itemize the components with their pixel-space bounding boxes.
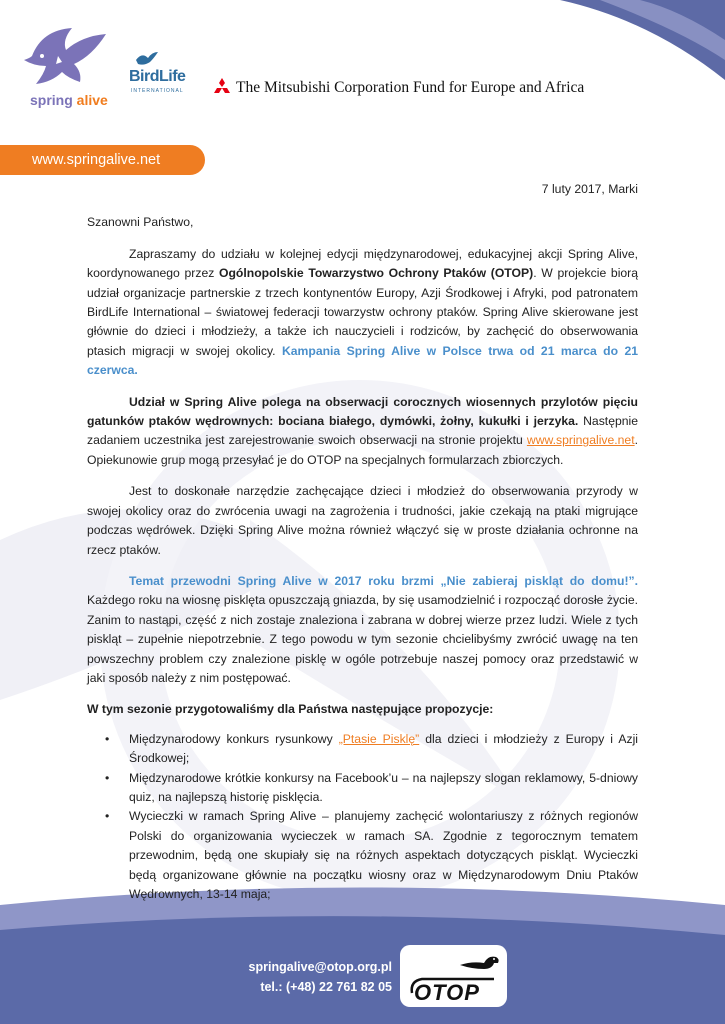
ptasie-piskle-link[interactable]: „Ptasie Pisklę”	[338, 731, 420, 746]
list-item: • Wycieczki w ramach Spring Alive – planujemy zachęcić wolontariuszy z różnych regionów Polski do organizowania wycieczek w ramach SA. Zgodnie z tegorocznym tematem przewodnim, będą one skupiały się na różnych aspektach dotyczących piskląt. Wycieczki będą organizowane głównie na początku wiosny oraz w Międzynarodowym Dniu Ptaków Wędrownych, 13-14 maja;	[105, 809, 638, 901]
otop-logo-text: OTOP	[414, 980, 480, 1005]
header-logos	[0, 0, 725, 140]
bullet-icon: •	[105, 731, 110, 746]
footer-email[interactable]: springalive@otop.org.pl	[248, 960, 392, 974]
list-item: • Międzynarodowy konkurs rysunkowy „Ptasie Pisklę” dla dzieci i młodzieży z Europy i Azji Środkowej;	[105, 731, 638, 766]
proposals-heading: W tym sezonie przygotowaliśmy dla Państwa następujące propozycje:	[87, 702, 494, 717]
letter-date: 7 luty 2017, Marki	[541, 182, 638, 196]
spring-alive-bird-icon	[22, 26, 108, 92]
footer-phone: tel.: (+48) 22 761 82 05	[260, 980, 392, 994]
birdlife-logo-text: BirdLife	[129, 68, 186, 85]
paragraph-tool: Jest to doskonałe narzędzie zachęcające dzieci i młodzież do obserwowania przyrody w swojej okolicy oraz do zwrócenia uwagi na zagrożenia i trudności, jakie czekają na ptaki migrujące podczas wędrówek. Dzięki Spring Alive można również włączyć się w proste działania ochronne na rzecz ptaków.	[87, 484, 638, 557]
birdlife-logo-subtext: INTERNATIONAL	[131, 88, 184, 94]
theme-highlight: Temat przewodni Spring Alive w 2017 roku brzmi „Nie zabieraj piskląt do domu!”.	[129, 573, 638, 588]
spring-alive-logo-text: spring alive	[30, 92, 108, 108]
bullet-icon: •	[105, 809, 110, 824]
website-url-banner[interactable]: www.springalive.net	[0, 145, 205, 175]
list-item: • Międzynarodowe krótkie konkursy na Facebook’u – na najlepszy slogan reklamowy, 5-dniowy quiz, na najlepszą historię pisklęcia.	[105, 770, 638, 804]
paragraph-theme: Temat przewodni Spring Alive w 2017 roku brzmi „Nie zabieraj piskląt do domu!”. Każdego roku na wiosnę pisklęta opuszczają gniazda, by się usamodzielnić i rozpocząć dorosłe życie. Zanim to nastąpi, część z nich zostaje znaleziona i zabrana w dobrej wierze przez ludzi. Wiele z tych piskląt – zupełnie niepotrzebnie. Z tego powodu w tym sezonie chcielibyśmy zwrócić uwagę na ten powszechny problem czy znalezione pisklę w ogóle potrzebuje naszej pomocy oraz przedstawić w jaki sposób należy z nim postępować.	[87, 573, 638, 685]
paragraph-participation: Udział w Spring Alive polega na obserwacji corocznych wiosennych przylotów pięciu gatunków ptaków wędrownych: bociana białego, dymówki, żołny, kukułki i jerzyka. Następnie zadaniem uczestnika jest zarejestrowanie swoich obserwacji na stronie projektu www.springalive.net. Opiekunowie grup mogą przesyłać je do OTOP na specjalnych formularzach zbiorczych.	[87, 394, 639, 467]
letter-greeting: Szanowni Państwo,	[87, 215, 194, 230]
mitsubishi-diamonds-icon	[212, 78, 232, 96]
springalive-link[interactable]: www.springalive.net	[526, 433, 635, 448]
mitsubishi-fund-title: The Mitsubishi Corporation Fund for Europe and Africa	[236, 79, 585, 96]
campaign-dates-highlight: Kampania Spring Alive w Polsce trwa od 21 marca do 21 czerwca.	[87, 343, 638, 378]
bullet-icon: •	[105, 770, 110, 785]
proposals-list	[87, 730, 638, 905]
paragraph-intro: Zapraszamy do udziału w kolejnej edycji międzynarodowej, edukacyjnej akcji Spring Alive, koordynowanego przez Ogólnopolskie Towarzystwo Ochrony Ptaków (OTOP). W projekcie biorą udział organizacje partnerskie z trzech kontynentów Europy, Azji Środkowej i Afryki, pod patronatem BirdLife International – światowej federacji towarzystw ochrony ptaków. Spring Alive skierowane jest głównie do dzieci i młodzieży, a także ich nauczycieli i rodziców, by zachęcić do obserwowania ptasich migracji w swojej okolicy. Kampania Spring Alive w Polsce trwa od 21 marca do 21 czerwca.	[87, 246, 639, 378]
letter-body	[87, 180, 638, 904]
birdlife-bird-icon	[134, 50, 160, 68]
